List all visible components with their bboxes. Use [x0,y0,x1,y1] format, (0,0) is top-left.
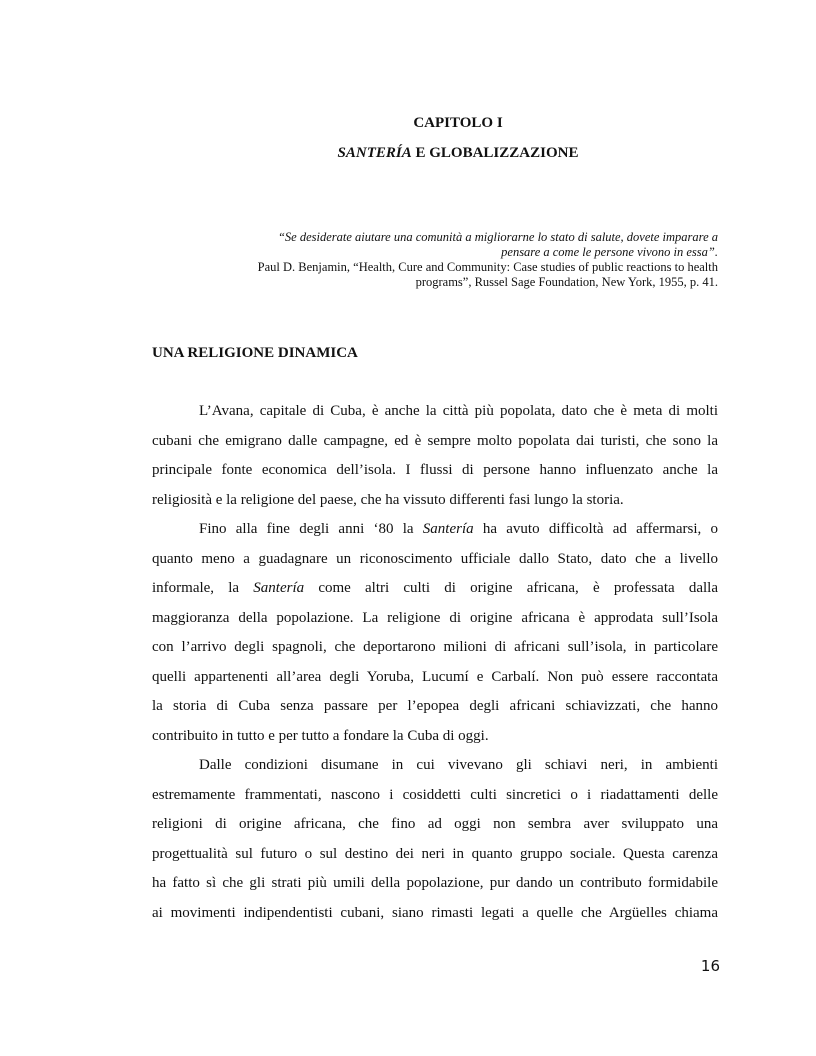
paragraph-1 [152,397,718,515]
body-text [152,397,718,928]
paragraph-line: Dalle condizioni disumane in cui vivevano gli schiavi neri, in ambienti [199,757,718,773]
paragraph-line: con l’arrivo degli spagnoli, che deportarono milioni di africani sull’isola, in particolare [152,639,718,655]
paragraph-line: quelli appartenenti all’area degli Yoruba, Lucumí e Carbalí. Non può essere raccontata [152,668,718,685]
paragraph-line: cubani che emigrano dalle campagne, ed è sempre molto popolata dai turisti, che sono la [152,432,718,449]
chapter-title [258,143,658,163]
italic-term: Santería [253,580,305,596]
paragraph-line [152,515,718,545]
italic-term: Santería [422,521,474,537]
paragraph-2 [152,515,718,751]
chapter-title-italic: SANTERÍA [337,145,412,161]
section-heading: UNA RELIGIONE DINAMICA [152,345,358,361]
paragraph-line: religioni di origine africana, che fino ad oggi non sembra aver sviluppato una [152,816,718,832]
paragraph-line: progettualità sul futuro o sul destino dei neri in quanto gruppo sociale. Questa carenza [152,845,718,862]
text-run: Fino alla fine degli anni ‘80 la [199,521,423,537]
epigraph-citation-line-1: Paul D. Benjamin, “Health, Cure and Community: Case studies of public reactions to health [257,260,718,274]
paragraph-line [152,574,718,604]
paragraph-line: principale fonte economica dell’isola. I flussi di persone hanno influenzato anche la [152,462,718,478]
paragraph-line: L’Avana, capitale di Cuba, è anche la città più popolata, dato che è meta di molti [199,403,718,419]
paragraph-line: religiosità e la religione del paese, che ha vissuto differenti fasi lungo la storia. [152,491,624,508]
paragraph-line: quanto meno a guadagnare un riconoscimento ufficiale dallo Stato, dato che a livello [152,550,718,567]
paragraph-line: maggioranza della popolazione. La religione di origine africana è approdata sull’Isola [152,609,718,626]
paragraph-line: ha fatto sì che gli strati più umili della popolazione, pur dando un contributo formidabile [152,875,718,891]
text-run: come altri culti di origine africana, è professata dalla [304,580,718,596]
paragraph-line: la storia di Cuba senza passare per l’epopea degli africani schiavizzati, che hanno [152,698,718,714]
paragraph-line: contribuito in tutto e per tutto a fondare la Cuba di oggi. [152,727,489,744]
epigraph-citation-line-2: programs”, Russel Sage Foundation, New York, 1955, p. 41. [415,275,718,289]
epigraph-quote-line-1: “Se desiderate aiutare una comunità a migliorarne lo stato di salute, dovete imparare a [277,230,718,244]
page-number: 16 [700,957,720,975]
text-run: informale, la [152,580,254,596]
chapter-title-rest: E GLOBALIZZAZIONE [411,145,579,161]
paragraph-line: estremamente frammentati, nascono i cosiddetti culti sincretici o i riadattamenti delle [152,786,718,803]
paragraph-line: ai movimenti indipendentisti cubani, siano rimasti legati a quelle che Argüelles chiama [152,904,718,921]
text-run: ha avuto difficoltà ad affermarsi, o [473,521,718,537]
epigraph-quote-line-2: pensare a come le persone vivono in essa”. [501,245,718,259]
chapter-label: CAPITOLO I [413,115,503,131]
paragraph-3 [152,751,718,928]
epigraph [190,230,718,290]
